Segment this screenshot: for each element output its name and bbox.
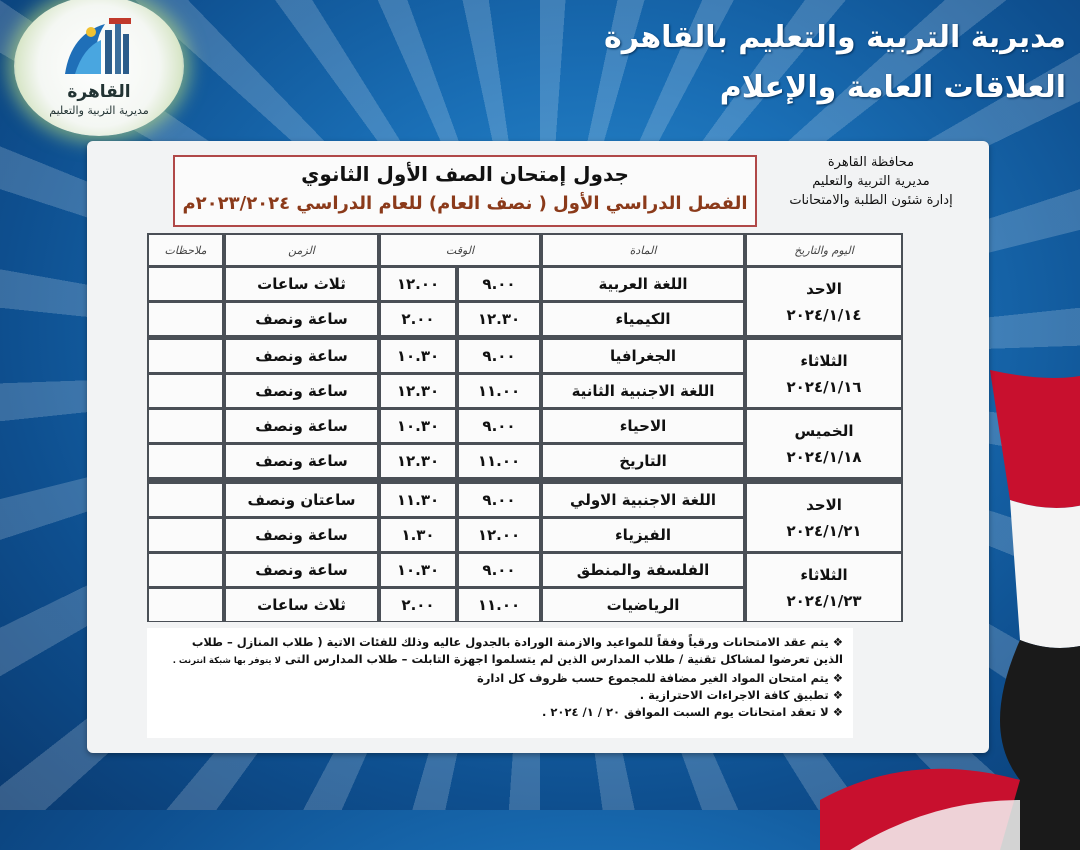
end-time-cell: ١١.٣٠ [381, 484, 455, 516]
logo-subtitle: مديرية التربية والتعليم [49, 104, 149, 117]
subject-cell: اللغة الاجنبية الاولي [543, 484, 743, 516]
subject-cell: الاحياء [543, 410, 743, 442]
exam-date: ٢٠٢٤/١/١٤ [786, 305, 862, 324]
duration-cell: ثلاث ساعات [226, 268, 377, 300]
notes-cell [149, 554, 222, 586]
start-time-cell: ٩.٠٠ [459, 268, 539, 300]
duration-cell: ساعة ونصف [226, 445, 377, 477]
notes-cell [149, 410, 222, 442]
header-directorate: مديرية التربية والتعليم بالقاهرة [604, 20, 1066, 55]
end-time-cell: ١٢.٣٠ [381, 445, 455, 477]
bullet-icon: ❖ [832, 671, 843, 685]
exam-date: ٢٠٢٤/١/٢٣ [786, 591, 862, 610]
start-time-cell: ١١.٠٠ [459, 589, 539, 621]
start-time-cell: ١٢.٣٠ [459, 303, 539, 335]
bullet-icon: ❖ [832, 688, 843, 702]
start-time-cell: ١٢.٠٠ [459, 519, 539, 551]
end-time-cell: ٢.٠٠ [381, 589, 455, 621]
logo-title: القاهرة [67, 82, 131, 102]
start-time-cell: ٩.٠٠ [459, 484, 539, 516]
start-time-cell: ٩.٠٠ [459, 554, 539, 586]
duration-cell: ساعتان ونصف [226, 484, 377, 516]
notes-cell [149, 340, 222, 372]
duration-cell: ساعة ونصف [226, 554, 377, 586]
day-name: الثلاثاء [800, 351, 848, 370]
schedule-subtitle: الفصل الدراسي الأول ( نصف العام) للعام الدراسي ٢٠٢٣/٢٠٢٤م [182, 193, 748, 214]
duration-cell: ساعة ونصف [226, 340, 377, 372]
start-time-cell: ٩.٠٠ [459, 410, 539, 442]
duration-cell: ساعة ونصف [226, 303, 377, 335]
header-day-date: اليوم والتاريخ [747, 235, 901, 265]
subject-cell: الجغرافيا [543, 340, 743, 372]
day-name: الاحد [806, 279, 842, 298]
note-item: ❖يتم عقد الامتحانات ورقياً وفقاً للمواعيد والازمنة الورادة بالجدول عاليه وذلك للفئات الاتية ( طلاب المنازل – طلاب [191, 635, 843, 649]
exam-schedule-table [147, 233, 903, 622]
notes-cell [149, 519, 222, 551]
exam-date: ٢٠٢٤/١/١٨ [786, 447, 862, 466]
note-item: ❖لا تعقد امتحانات يوم السبت الموافق ٢٠ / ١/ ٢٠٢٤ . [542, 705, 843, 719]
day-name: الاحد [806, 495, 842, 514]
notes-cell [149, 445, 222, 477]
subject-cell: الرياضيات [543, 589, 743, 621]
end-time-cell: ٢.٠٠ [381, 303, 455, 335]
header-time: الوقت [381, 235, 539, 265]
day-date-cell [747, 410, 901, 477]
start-time-cell: ١١.٠٠ [459, 375, 539, 407]
header-duration: الزمن [226, 235, 377, 265]
schedule-title: جدول إمتحان الصف الأول الثانوي [301, 162, 629, 186]
exam-date: ٢٠٢٤/١/١٦ [786, 377, 862, 396]
directorate-name: مديرية التربية والتعليم [812, 174, 930, 189]
day-date-cell [747, 484, 901, 551]
subject-cell: اللغة الاجنبية الثانية [543, 375, 743, 407]
day-date-cell [747, 268, 901, 335]
end-time-cell: ١٠.٣٠ [381, 554, 455, 586]
notes-section [147, 628, 853, 738]
subject-cell: الفلسفة والمنطق [543, 554, 743, 586]
subject-cell: الكيمياء [543, 303, 743, 335]
subject-cell: الفيزياء [543, 519, 743, 551]
department-name: إدارة شئون الطلبة والامتحانات [789, 193, 953, 208]
start-time-cell: ٩.٠٠ [459, 340, 539, 372]
directorate-logo [14, 0, 184, 136]
header-notes: ملاحظات [149, 235, 222, 265]
note-item-continued: الذين تعرضوا لمشاكل تقنية / طلاب المدارس الذين لم يتسلموا اجهزة التابلت – طلاب المدارس التى لا يتوفر بها شبكة انترنت . [172, 652, 843, 666]
logo-emblem-icon [61, 14, 137, 82]
bullet-icon: ❖ [832, 635, 843, 649]
duration-cell: ثلاث ساعات [226, 589, 377, 621]
end-time-cell: ١٠.٣٠ [381, 340, 455, 372]
notes-cell [149, 589, 222, 621]
day-date-cell [747, 554, 901, 621]
day-name: الثلاثاء [800, 565, 848, 584]
duration-cell: ساعة ونصف [226, 375, 377, 407]
notes-cell [149, 375, 222, 407]
start-time-cell: ١١.٠٠ [459, 445, 539, 477]
day-date-cell [747, 340, 901, 407]
duration-cell: ساعة ونصف [226, 519, 377, 551]
bullet-icon: ❖ [832, 705, 843, 719]
note-item: ❖يتم امتحان المواد الغير مضافة للمجموع حسب ظروف كل ادارة [476, 671, 843, 685]
governorate-name: محافظة القاهرة [827, 155, 915, 170]
notes-cell [149, 484, 222, 516]
issuing-authority [771, 153, 971, 210]
exam-date: ٢٠٢٤/١/٢١ [786, 521, 862, 540]
subject-cell: التاريخ [543, 445, 743, 477]
duration-cell: ساعة ونصف [226, 410, 377, 442]
end-time-cell: ١٢.٠٠ [381, 268, 455, 300]
day-name: الخميس [794, 421, 854, 440]
notes-cell [149, 303, 222, 335]
header-department: العلاقات العامة والإعلام [719, 70, 1066, 105]
end-time-cell: ١٢.٣٠ [381, 375, 455, 407]
end-time-cell: ١٠.٣٠ [381, 410, 455, 442]
notes-cell [149, 268, 222, 300]
schedule-card [87, 141, 989, 753]
subject-cell: اللغة العربية [543, 268, 743, 300]
title-box [173, 155, 757, 227]
end-time-cell: ١.٣٠ [381, 519, 455, 551]
header-subject: المادة [543, 235, 743, 265]
note-item: ❖تطبيق كافة الاجراءات الاحترازية . [639, 688, 843, 702]
